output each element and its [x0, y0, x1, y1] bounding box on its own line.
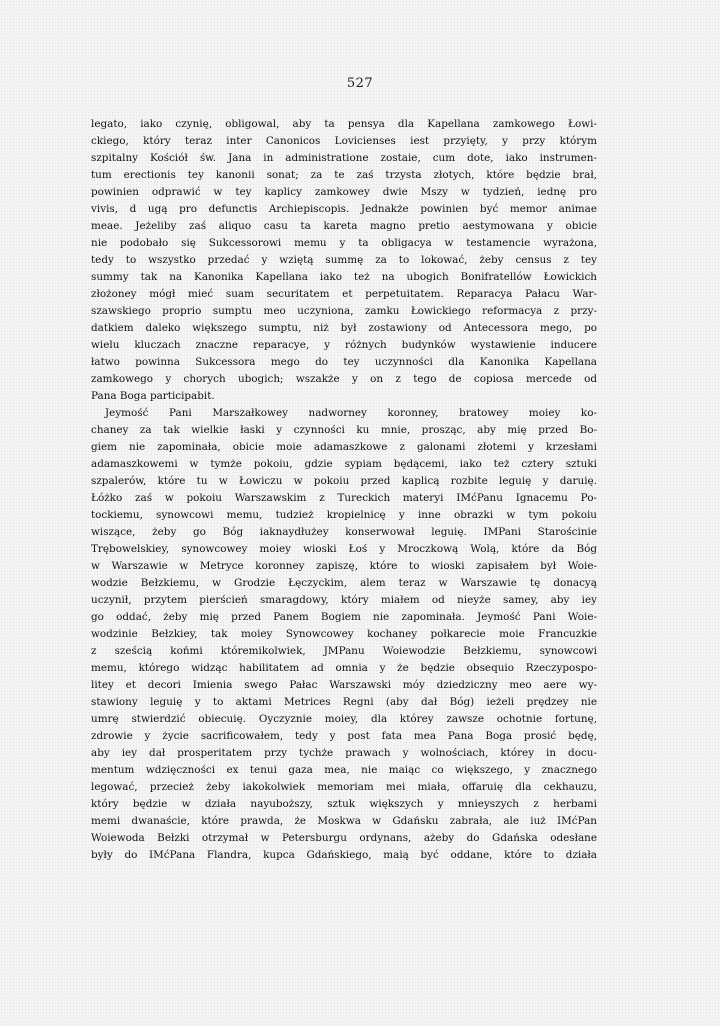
text-line: Łóżko zaś w pokoiu Warszawskim z Tureckich materyi IMćPanu Ignacemu Po- — [91, 492, 597, 504]
text-line: tedy to wszystko przedać y wziętą summę za to lokować, żeby census z tey — [91, 254, 597, 266]
text-line: litey et decori Imienia swego Pałac Warszawski móy dziedziczny meo aere wy- — [91, 679, 597, 691]
text-line: powinien odprawić w tey kaplicy zamkowey dwie Mszy w tydzień, iednę pro — [91, 186, 597, 198]
text-line: summy tak na Kanonika Kapellana iako też na ubogich Bonifratellów Łowickich — [91, 271, 597, 283]
text-line: z sześcią końmi któremikolwiek, JMPanu Woiewodzie Bełzkiemu, synowcowi — [91, 645, 597, 657]
text-line: zdrowie y życie sacrificowałem, tedy y post fata mea Pana Boga prosić będę, — [91, 730, 597, 742]
text-line: chaney za tak wielkie łaski y czynności ku mnie, prosząc, aby mię przed Bo- — [91, 424, 597, 436]
text-line: uczynił, przytem pierścień smaragdowy, który miałem od nieyże samey, aby iey — [91, 594, 597, 606]
text-line: wodzie Bełzkiemu, w Grodzie Łęczyckim, alem teraz w Warszawie tę donacyą — [91, 577, 597, 589]
text-line: szpalerów, które tu w Łowiczu w pokoiu przed kaplicą rozbite leguię y daruię. — [91, 475, 597, 487]
text-line: vivis, d ugą pro defunctis Archiepiscopis. Jednakże powinien być memor animae — [91, 203, 597, 215]
text-line: adamaszkowemi w tymże pokoiu, gdzie sypiam będącemi, iako też cztery sztuki — [91, 458, 597, 470]
text-line: go oddać, żeby mię przed Panem Bogiem nie zapominała. Jeymość Pani Woie- — [91, 611, 597, 623]
text-line: tum erectionis tey kanonii sonat; za te zaś trzysta złotych, które będzie brał, — [91, 169, 597, 181]
text-line: szawskiego proprio sumptu meo uczyniona, zamku Łowickiego reformacya z przy- — [91, 305, 597, 317]
text-line: wodzinie Bełzkiey, tak moiey Synowcowey kochaney połkarecie moie Francuzkie — [91, 628, 597, 640]
text-line: memi dwanaście, które prawda, że Moskwa w Gdańsku zabrała, ale iuż IMćPan — [91, 815, 597, 827]
text-line: nie podobało się Sukcessorowi memu y ta obligacya w testamencie wyrażona, — [91, 237, 597, 249]
text-line: złożoney mógł mieć suam securitatem et perpetuitatem. Reparacya Pałacu War- — [91, 288, 597, 300]
text-line: Woiewoda Bełzki otrzymał w Petersburgu ordynans, ażeby do Gdańska odesłane — [91, 832, 597, 844]
text-line: który będzie w działa nayuboższy, sztuk większych y mnieyszych z herbami — [91, 798, 597, 810]
text-line: łatwo powinna Sukcessora mego do tey uczynności dla Kanonika Kapellana — [91, 356, 597, 368]
text-line: legować, przecież żeby iakokolwiek memoriam mei miała, offaruię dla cekhauzu, — [91, 781, 597, 793]
text-line: meae. Jeżeliby zaś aliquo casu ta kareta magno pretio aestymowana y obicie — [91, 220, 597, 232]
text-line: legato, iako czynię, obligowal, aby ta pensya dla Kapellana zamkowego Łowi- — [91, 118, 597, 130]
text-line: umrę stwierdzić obiecuię. Oyczyznie moiey, dla którey zawsze ochotnie fortunę, — [91, 713, 597, 725]
text-line: wiszące, żeby go Bóg iaknaydłużey konserwował leguię. IMPani Starościnie — [91, 526, 597, 538]
text-line: ckiego, który teraz inter Canonicos Lovicienses iest przyięty, y przy którym — [91, 135, 597, 147]
text-line: Trębowelskiey, synowcowey moiey wioski Łoś y Mroczkową Wolą, które da Bóg — [91, 543, 597, 555]
body-text — [91, 116, 597, 864]
text-line: aby iey dał prosperitatem przy tychże prawach y wolnościach, którey in docu- — [91, 747, 597, 759]
text-line: szpitalny Kościół św. Jana in administratione zostaie, cum dote, iako instrumen- — [91, 152, 597, 164]
text-line: były do IMćPana Flandra, kupca Gdańskiego, maią być oddane, które to działa — [91, 849, 597, 861]
text-line: wielu kluczach znaczne reparacye, y różnych budynków wystawienie inducere — [91, 339, 597, 351]
text-line: Pana Boga participabit. — [91, 390, 215, 402]
text-line: giem nie zapominała, obicie moie adamaszkowe z galonami złotemi y krzesłami — [91, 441, 597, 453]
text-line: datkiem daleko większego sumptu, niż był zostawiony od Antecessora mego, po — [91, 322, 597, 334]
text-line: zamkowego y chorych ubogich; wszakże y on z tego de copiosa mercede od — [91, 373, 597, 385]
text-line: Jeymość Pani Marszałkowey nadworney koronney, bratowey moiey ko- — [105, 407, 597, 419]
text-line: mentum wdzięczności ex tenui gaza mea, nie maiąc co większego, y znacznego — [91, 764, 597, 776]
text-line: stawiony leguię y to aktami Metrices Regni (aby dał Bóg) ieżeli prędzey nie — [91, 696, 597, 708]
page-number: 527 — [346, 76, 374, 91]
text-line: memu, którego widząc habilitatem ad omnia y że będzie obsequio Rzeczypospo- — [91, 662, 597, 674]
text-line: w Warszawie w Metryce koronney zapiszę, które to wioski zapisałem był Woie- — [91, 560, 597, 572]
text-line: tockiemu, synowcowi memu, tudzież kropielnicę y inne obrazki w tym pokoiu — [91, 509, 597, 521]
